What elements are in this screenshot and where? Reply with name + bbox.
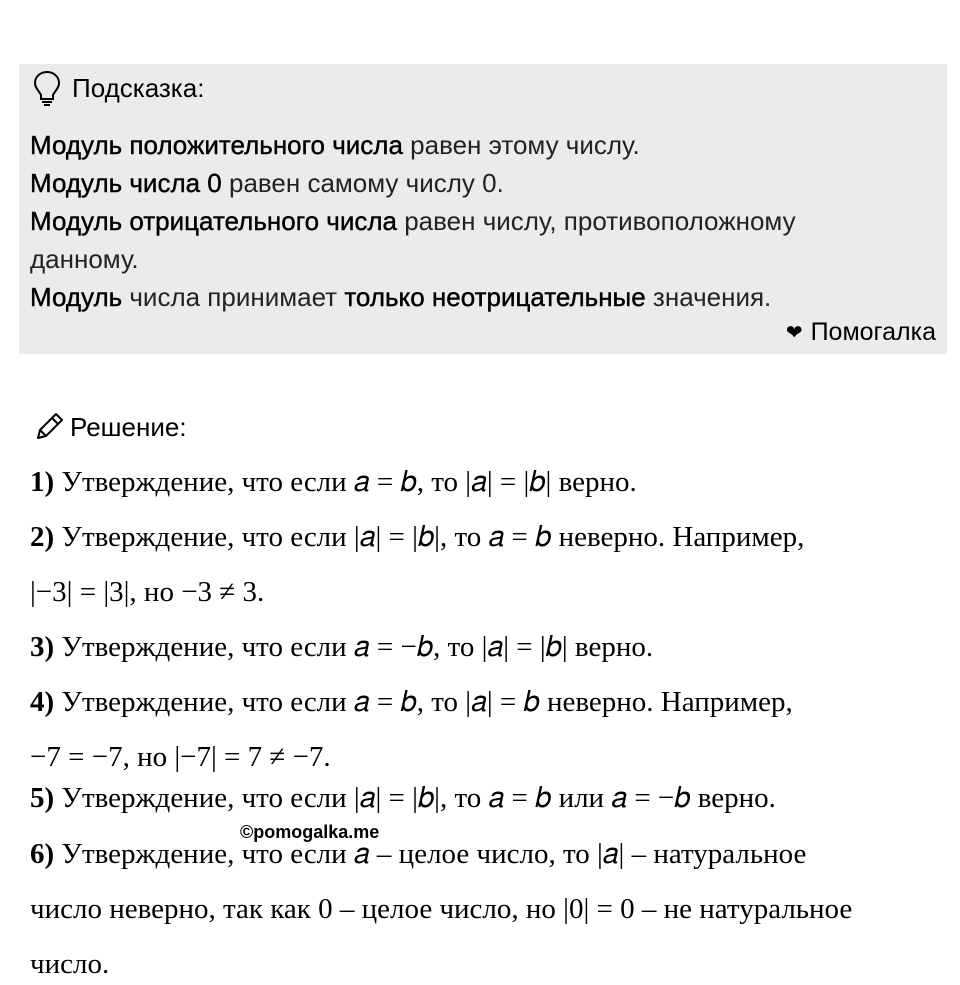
- solution-line: 5) Утверждение, что если |𝑎| = |𝑏|, то 𝑎 = 𝑏 или 𝑎 = −𝑏 верно.: [30, 782, 776, 814]
- hint-line: Модуль положительного числа равен этому числу.: [30, 130, 640, 160]
- solution-title-text: Решение:: [70, 411, 187, 442]
- solution-line: число неверно, так как 0 – целое число, но |0| = 0 – не натуральное: [30, 893, 853, 925]
- solution-line: 2) Утверждение, что если |𝑎| = |𝑏|, то 𝑎 = 𝑏 неверно. Например,: [30, 521, 805, 553]
- solution-title: [32, 410, 187, 444]
- pencil-icon: [32, 410, 66, 444]
- solution-line: 3) Утверждение, что если 𝑎 = −𝑏, то |𝑎| = |𝑏| верно.: [30, 631, 654, 663]
- hint-title-text: Подсказка:: [72, 72, 205, 103]
- solution-line: число.: [30, 948, 110, 980]
- watermark: ©pomogalka.me: [240, 822, 380, 842]
- solution-line: 6) Утверждение, что если 𝑎 – целое число, то |𝑎| – натуральное: [30, 838, 807, 870]
- solution-line: |−3| = |3|, но −3 ≠ 3.: [30, 576, 265, 608]
- hint-line: Модуль числа 0 равен самому числу 0.: [30, 168, 504, 198]
- solution-line: 4) Утверждение, что если 𝑎 = 𝑏, то |𝑎| = 𝑏 неверно. Например,: [30, 686, 793, 718]
- hint-body: [30, 126, 910, 316]
- hint-line: Модуль числа принимает только неотрицательные значения.: [30, 282, 772, 312]
- heart-icon: ❤: [785, 322, 803, 344]
- lightbulb-icon: [32, 70, 62, 106]
- brand-label: ❤ Помогалка: [785, 318, 936, 346]
- solution-line: −7 = −7, но |−7| = 7 ≠ −7.: [30, 741, 331, 773]
- hint-line: Модуль отрицательного числа равен числу, противоположному данному.: [30, 206, 796, 274]
- solution-line: 1) Утверждение, что если 𝑎 = 𝑏, то |𝑎| = |𝑏| верно.: [30, 466, 637, 498]
- hint-title: [32, 70, 204, 106]
